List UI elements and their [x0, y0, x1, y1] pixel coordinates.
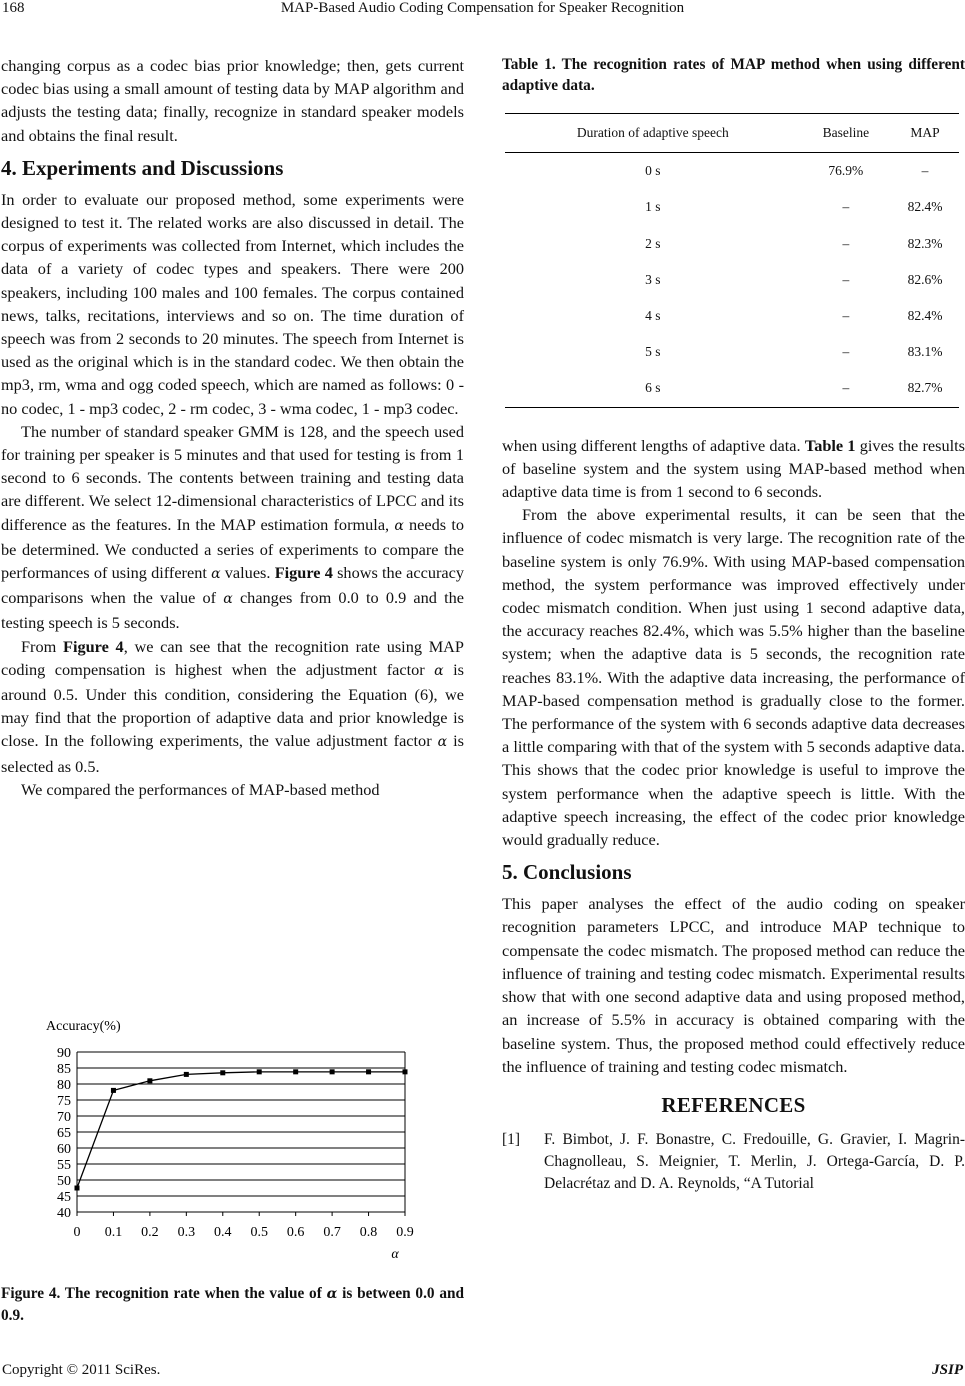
data-point [403, 1069, 408, 1074]
x-tick-label: 0.4 [214, 1225, 232, 1240]
table-cell: 3 s [645, 271, 661, 287]
y-tick-label: 80 [57, 1078, 71, 1093]
x-tick-label: 0.8 [359, 1225, 378, 1240]
table-row [505, 226, 959, 262]
y-tick-label: 90 [57, 1046, 71, 1061]
results-table [505, 113, 959, 408]
table-cell: – [842, 271, 850, 287]
y-tick-label: 65 [57, 1126, 71, 1141]
reference-item [502, 1129, 965, 1195]
table-cell: – [842, 308, 850, 324]
figure-4 [0, 1010, 463, 1260]
x-tick-label: 0.2 [141, 1225, 159, 1240]
x-tick-label: 0.5 [250, 1225, 268, 1240]
running-title: MAP-Based Audio Coding Compensation for Speaker Recognition [280, 0, 685, 16]
paragraph: This paper analyses the effect of the audio coding on speaker recognition parameters LPCC, and introduce MAP technique to compensate the codec mismatch. The proposed method can reduce the influence of training and testing codec mismatch. Experimental results show that with one second adaptive data and using proposed method, an increase of 5.5% in accuracy is obtained comparing with the baseline system. Thus, the proposed method could effectively reduce the influence of training and testing codec mismatch. [502, 894, 965, 1076]
x-tick-label: 0.7 [323, 1225, 341, 1240]
table-cell: 0 s [645, 163, 661, 179]
alpha-symbol: α [437, 734, 448, 751]
table-cell: – [801, 370, 892, 407]
right-column [502, 54, 965, 1195]
table-cell: – [842, 235, 850, 251]
table-row [505, 334, 959, 370]
footer-journal: JSIP [932, 1362, 963, 1378]
left-column [1, 54, 464, 801]
figure-caption: Figure 4. The recognition rate when the value of α is between 0.0 and 0.9. [1, 1285, 464, 1324]
data-point [147, 1078, 152, 1083]
section-heading: 4. Experiments and Discussions [1, 155, 284, 180]
table-cell: 83.1% [907, 344, 943, 360]
paragraph: In order to evaluate our proposed method, some experiments were designed to test it. The related works are also discussed in detail. The corpus of experiments was collected from Internet, which includes the data of a variety of codec types and speakers. There were 200 speakers, including 100 males and 100 females. The corpus contained news, talks, recitations, interviews and so on. The time duration of speech was from 2 seconds to 20 minutes. The speech from Internet is used as the original which is in the standard codec. We then obtain the mp3, rm, wma and ogg coded speech, which are named as follows: 0 - no codec, 1 - mp3 codec, 2 - rm codec, 3 - wma codec, 1 - mp3 codec. [1, 189, 464, 418]
data-point [293, 1069, 298, 1074]
table-row [505, 153, 959, 190]
data-point [184, 1072, 189, 1077]
alpha-symbol: α [434, 662, 444, 679]
table-header: MAP [891, 114, 959, 153]
data-point [257, 1069, 262, 1074]
page-number: 168 [2, 0, 25, 16]
table-cell: 5 s [645, 344, 661, 360]
table-cell: 76.9% [828, 163, 864, 179]
data-point [366, 1069, 371, 1074]
table-header-row [505, 114, 959, 153]
data-point [111, 1088, 116, 1093]
table-row [505, 262, 959, 298]
table-cell: – [842, 199, 850, 215]
alpha-symbol: α [326, 1286, 338, 1302]
paragraph: when using different lengths of adaptive data. Table 1 gives the results of baseline system and the system using MAP-based method when adaptive data time is from 1 second to 6 seconds. [502, 435, 965, 502]
table-header: Baseline [801, 114, 892, 153]
y-axis-label: Accuracy(%) [46, 1019, 121, 1034]
y-tick-label: 75 [57, 1094, 71, 1109]
paragraph: We compared the performances of MAP-based method [21, 779, 380, 799]
table-cell: 82.7% [891, 370, 959, 407]
paragraph: changing corpus as a codec bias prior knowledge; then, gets current codec bias using a small amount of testing data by MAP algorithm and adjusts the testing data; finally, recognize in standard speaker models and obtains the final result. [1, 56, 464, 145]
y-tick-label: 85 [57, 1062, 71, 1077]
y-tick-label: 60 [57, 1142, 71, 1157]
data-point [220, 1070, 225, 1075]
table-cell: 2 s [645, 235, 661, 251]
table-header: Duration of adaptive speech [505, 114, 801, 153]
y-tick-label: 55 [57, 1158, 71, 1173]
table-row [505, 370, 959, 407]
series-line [77, 1072, 405, 1188]
accuracy-chart [0, 1010, 463, 1260]
x-axis-label: α [391, 1247, 399, 1260]
footer-copyright: Copyright © 2011 SciRes. [2, 1362, 161, 1378]
x-tick-label: 0.3 [177, 1225, 196, 1240]
table-caption: Table 1. The recognition rates of MAP method when using different adaptive data. [502, 56, 965, 94]
y-tick-label: 45 [57, 1190, 71, 1205]
table-cell: 6 s [505, 370, 801, 407]
x-tick-label: 0.1 [104, 1225, 123, 1240]
section-heading: 5. Conclusions [502, 860, 632, 885]
alpha-symbol: α [223, 591, 233, 608]
figure-reference: Figure 4 [63, 636, 124, 656]
table-cell: 82.4% [907, 199, 943, 215]
table-cell: 82.3% [907, 235, 943, 251]
table-reference: Table 1 [804, 435, 856, 455]
paragraph: From the above experimental results, it can be seen that the influence of codec mismatch is very large. The recognition rate of the baseline system is only 76.9%. With using MAP-based compensation method, the system performance was improved effectively under codec mismatch condition. When just using 1 second adaptive data, the accuracy reaches 82.4%, which was 5.5% higher than the baseline system; when the adaptive data is 5 seconds, the recognition rate reaches 83.1%. With the adaptive data increasing, the performance of MAP-based compensation method is gradually close to the former. The performance of the system with 6 seconds adaptive data decreases a little comparing with that of the system with 5 seconds adaptive data. This shows that the codec prior knowledge is useful to improve the system performance when the adaptive speech is little. With the adaptive speech increasing, the effect of the codec prior knowledge would gradually reduce. [502, 505, 965, 850]
alpha-symbol: α [394, 517, 404, 534]
table-row [505, 189, 959, 225]
table-cell: 4 s [645, 308, 661, 324]
x-tick-label: 0.9 [396, 1225, 414, 1240]
table-cell: 1 s [645, 199, 661, 215]
data-point [330, 1069, 335, 1074]
paragraph: The number of standard speaker GMM is 128, and the speech used for training per speaker is 5 minutes and that used for testing is from 1 second to 6 seconds. The contents between training and testing data are different. We select 12-dimensional characteristics of LPCC and its difference as the features. In the MAP estimation formula, α needs to be determined. We conducted a series of experiments to compare the performances of using different α values. Figure 4 shows the accuracy comparisons when the value of α changes from 0.0 to 0.9 and the testing speech is 5 seconds. [1, 421, 465, 633]
references-heading: REFERENCES [661, 1092, 806, 1117]
table-row [505, 298, 959, 334]
y-tick-label: 50 [57, 1174, 71, 1189]
alpha-symbol: α [211, 566, 221, 583]
table-cell: – [921, 163, 929, 179]
reference-text: F. Bimbot, J. F. Bonastre, C. Fredouille, G. Gravier, I. Magrin-Chagnolleau, S. Meignier, T. Merlin, J. Ortega-García, D. P. Delacrétaz and D. A. Reynolds, “A Tutorial [544, 1131, 965, 1193]
table-cell: – [842, 344, 850, 360]
figure-reference: Figure 4 [274, 563, 333, 583]
x-tick-label: 0.6 [286, 1225, 305, 1240]
paragraph: From Figure 4, we can see that the recognition rate using MAP coding compensation is highest when the adjustment factor α is around 0.5. Under this condition, considering the Equation (6), we may find that the proportion of adaptive data and prior knowledge is close. In the following experiments, the value adjustment factor α is selected as 0.5. [1, 636, 464, 776]
y-tick-label: 70 [57, 1110, 71, 1125]
x-tick-label: 0 [73, 1225, 81, 1240]
references [502, 1094, 965, 1195]
reference-number: [1] [502, 1131, 521, 1149]
table-cell: 82.6% [907, 271, 943, 287]
data-point [75, 1186, 80, 1191]
table-cell: 82.4% [907, 308, 943, 324]
y-tick-label: 40 [57, 1206, 71, 1221]
